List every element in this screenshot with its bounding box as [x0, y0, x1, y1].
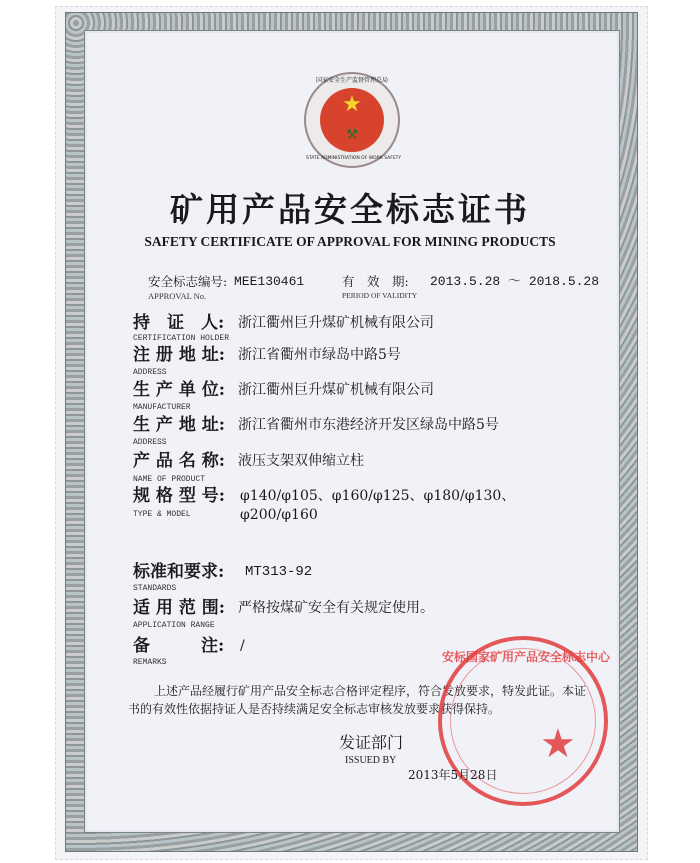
approval-value: MEE130461: [234, 274, 305, 289]
page-subtitle: SAFETY CERTIFICATE OF APPROVAL FOR MINING PRODUCTS: [144, 234, 556, 249]
field-label-en: NAME OF PRODUCT: [133, 475, 206, 484]
page-title: 矿用产品安全标志证书: [170, 190, 530, 229]
field-label: 注 册 地 址:: [133, 345, 226, 365]
field-value: 严格按煤矿安全有关规定使用。: [238, 600, 434, 616]
field-label: 标准和要求:: [133, 562, 225, 582]
field-label: 生 产 地 址:: [133, 415, 226, 435]
field-value: φ140/φ105、φ160/φ125、φ180/φ130、: [240, 488, 516, 504]
field-value: 浙江衢州巨升煤矿机械有限公司: [238, 315, 434, 331]
field-label: 产 品 名 称:: [133, 451, 226, 471]
issue-date: 2013年5月28日: [408, 768, 498, 782]
field-label-en: ADDRESS: [133, 438, 167, 447]
issuer-label-en: ISSUED BY: [345, 755, 397, 766]
hammer-pick-icon: ⚒: [345, 127, 359, 143]
field-label-en: STANDARDS: [133, 584, 177, 593]
field-label: 生 产 单 位:: [133, 380, 226, 400]
field-label: 规 格 型 号:: [133, 486, 226, 506]
validity-label: 有 效 期:: [342, 274, 409, 289]
field-label-en: TYPE & MODEL: [133, 510, 191, 519]
field-label-en: ADDRESS: [133, 368, 167, 377]
field-label-en: REMARKS: [133, 658, 167, 667]
field-label: 持 证 人:: [133, 313, 225, 333]
field-value: /: [240, 638, 245, 654]
field-label-en: APPLICATION RANGE: [133, 621, 215, 630]
stamp-star-icon: ★: [540, 721, 576, 767]
emblem-text-en: STATE ADMINISTRATION OF WORK SAFETY: [306, 156, 402, 161]
field-label: 适 用 范 围:: [133, 598, 226, 618]
field-value-continued: φ200/φ160: [240, 507, 318, 523]
field-value: 液压支架双伸缩立柱: [238, 453, 364, 469]
field-value: MT313-92: [245, 564, 313, 580]
validity-label-en: PERIOD OF VALIDITY: [342, 291, 418, 300]
field-value: 浙江省衢州市东港经济开发区绿岛中路5号: [238, 417, 499, 433]
field-value: 浙江衢州巨升煤矿机械有限公司: [238, 382, 434, 398]
field-label-en: MANUFACTURER: [133, 403, 191, 412]
emblem-text-cn: 国家安全生产监督管理总局: [315, 77, 388, 84]
validity-value: 2013.5.28 ～ 2018.5.28: [430, 274, 600, 289]
approval-label: 安全标志编号:: [148, 274, 228, 289]
field-value: 浙江省衢州市绿岛中路5号: [238, 347, 401, 363]
statement-paragraph: 上述产品经履行矿用产品安全标志合格评定程序，符合发放要求，特发此证。本证书的有效性依据持证人是否持续满足安全标志审核发放要求获得保持。: [128, 684, 587, 716]
field-label-en: CERTIFICATION HOLDER: [133, 334, 230, 343]
star-icon: ★: [342, 92, 362, 117]
emblem-core: [320, 88, 384, 152]
field-label: 备 注:: [133, 636, 225, 656]
emblem-seal-icon: [304, 72, 400, 168]
issuer-label: 发证部门: [339, 733, 404, 752]
approval-label-en: APPROVAL No.: [148, 291, 207, 301]
stamp-text: 安标国家矿用产品安全标志中心: [442, 650, 611, 664]
